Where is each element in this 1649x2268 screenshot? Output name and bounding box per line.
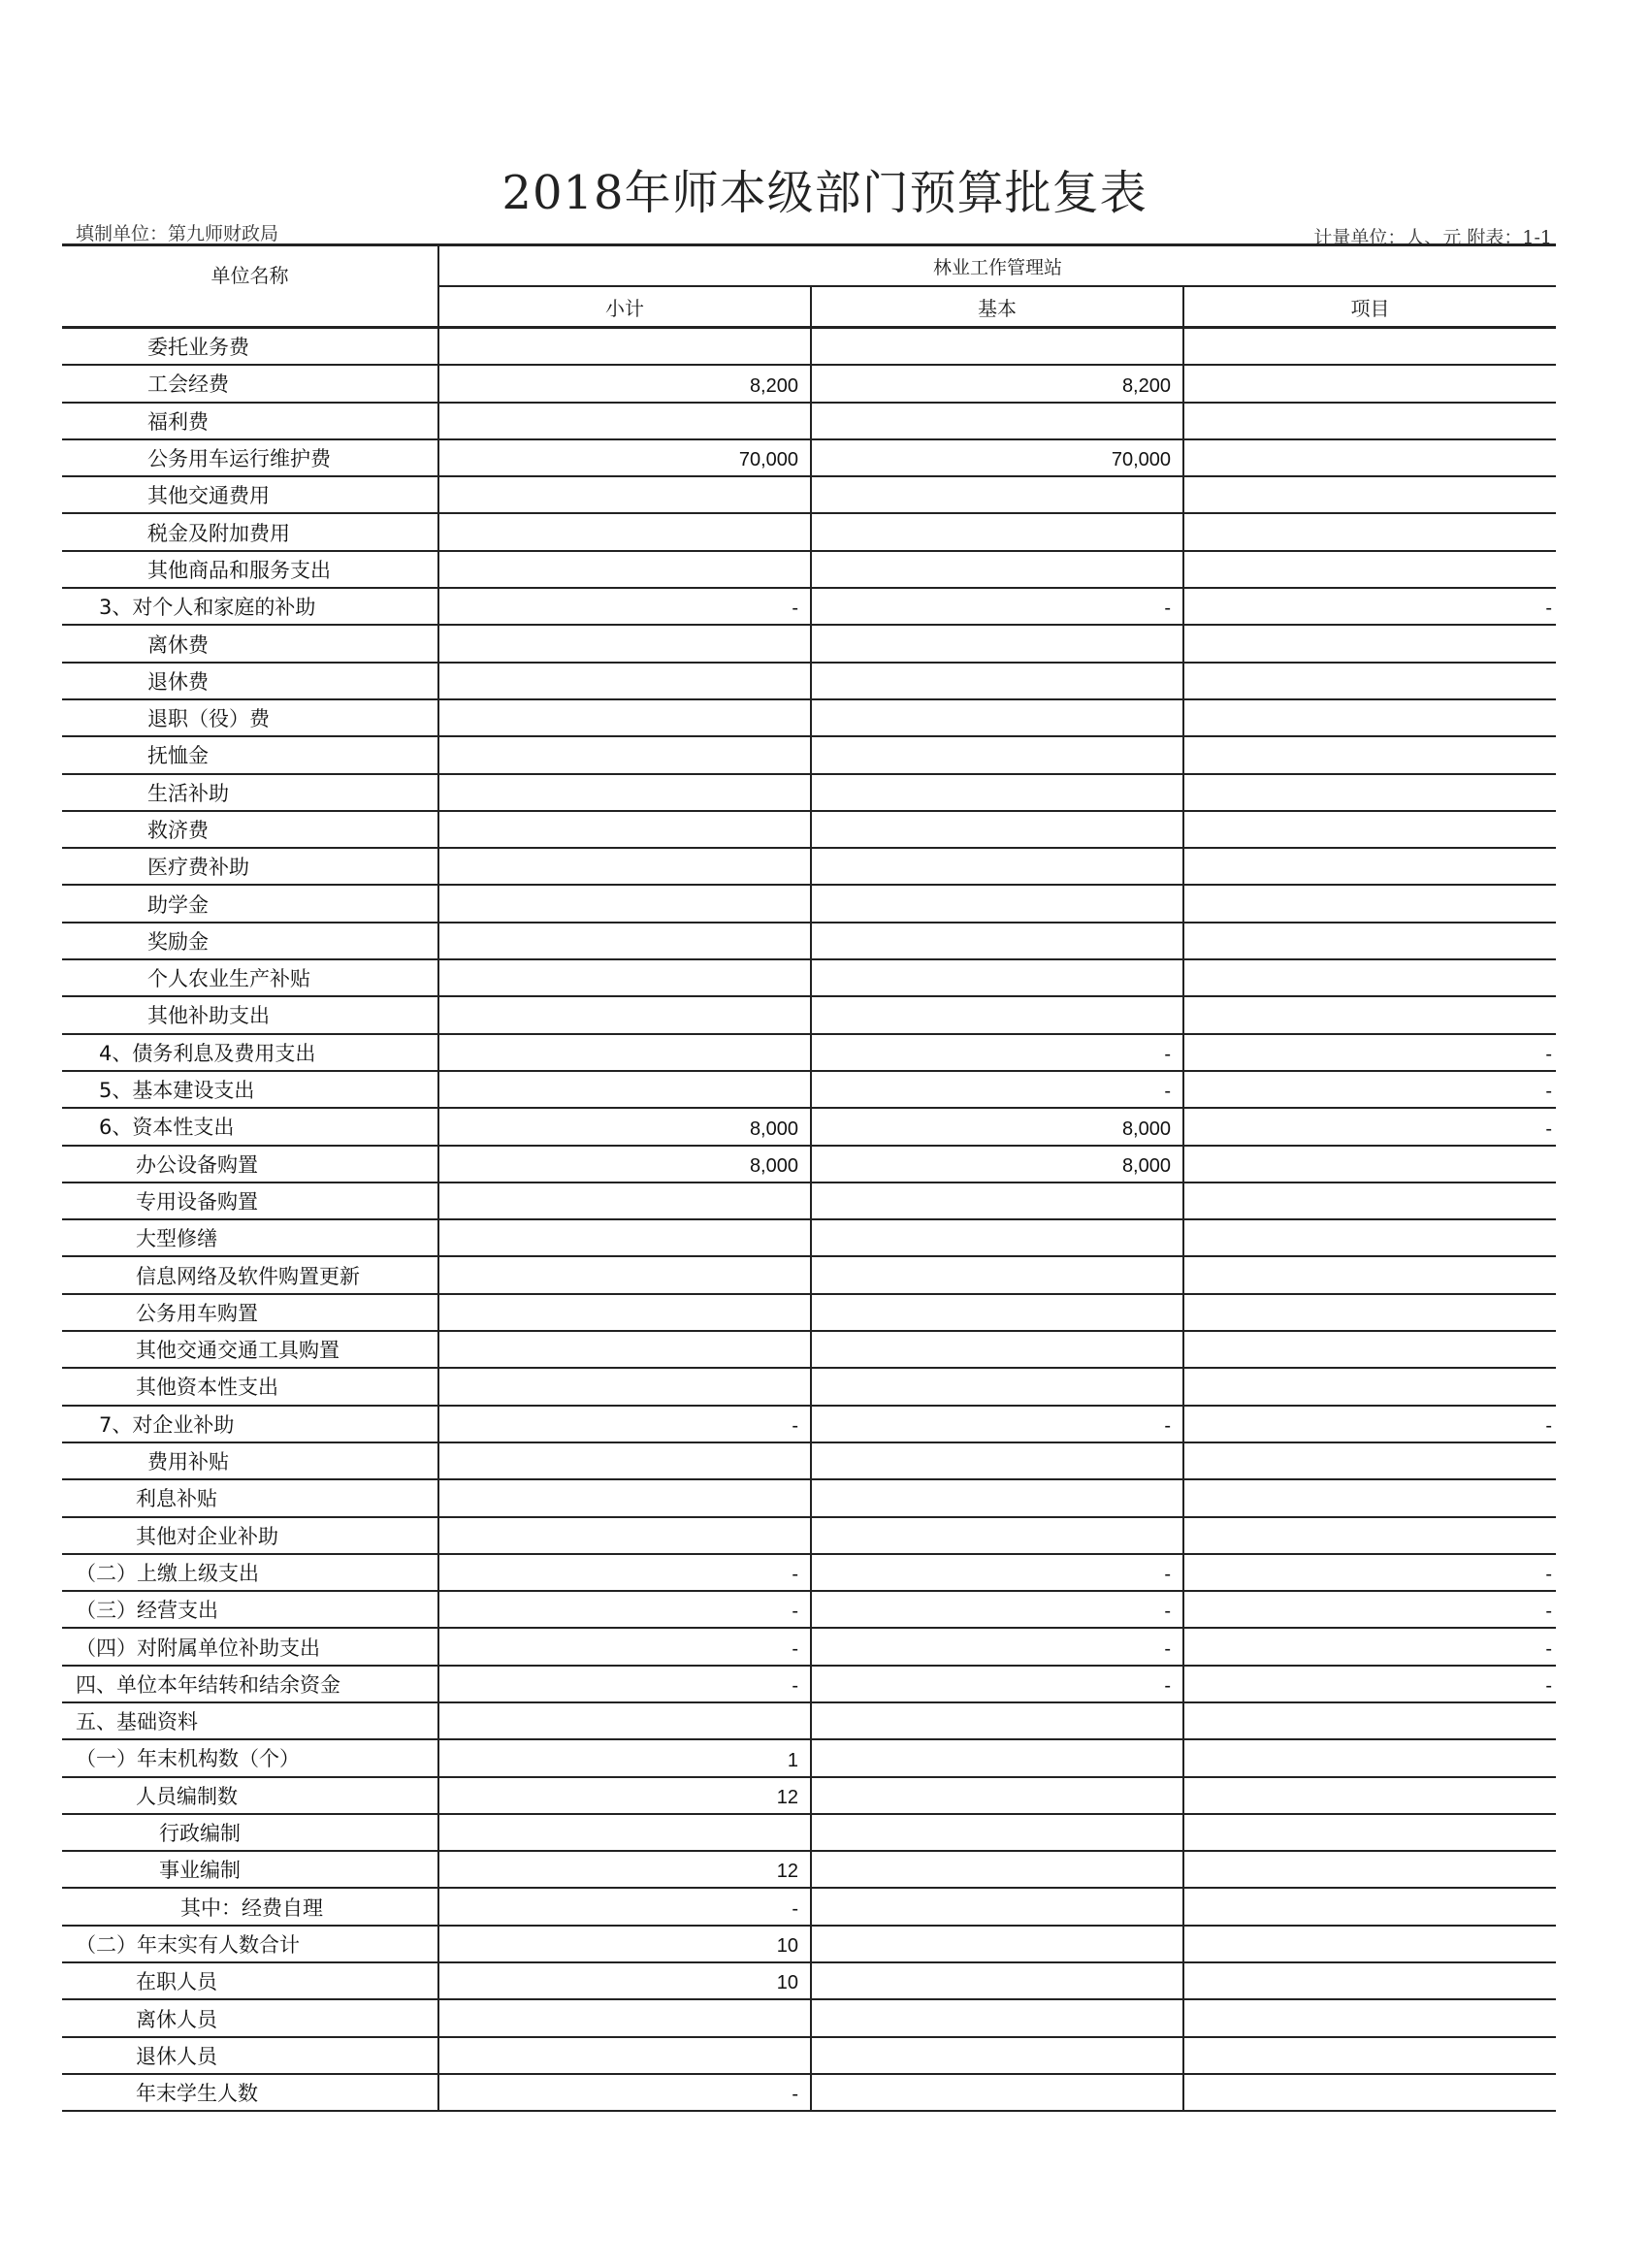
subtotal-cell: [439, 1332, 812, 1367]
unit-name-header: 单位名称: [62, 246, 439, 326]
project-cell: [1184, 664, 1556, 698]
project-cell: [1184, 1369, 1556, 1404]
table-body: [62, 329, 1556, 2112]
project-cell: [1184, 960, 1556, 995]
basic-cell: -: [812, 1407, 1184, 1442]
table-row: [62, 923, 1556, 960]
project-cell: [1184, 329, 1556, 364]
table-row: [62, 1740, 1556, 1777]
subtotal-cell: [439, 329, 812, 364]
project-cell: [1184, 1295, 1556, 1330]
row-label: 5、基本建设支出: [62, 1072, 439, 1107]
row-label: 在职人员: [62, 1963, 439, 1998]
row-label: 其他资本性支出: [62, 1369, 439, 1404]
table-row: [62, 1629, 1556, 1666]
project-cell: [1184, 477, 1556, 512]
basic-cell: [812, 1369, 1184, 1404]
table-row: [62, 404, 1556, 440]
subtotal-cell: [439, 1518, 812, 1553]
project-cell: [1184, 2075, 1556, 2110]
basic-cell: [812, 1927, 1184, 1961]
row-label: 离休人员: [62, 2000, 439, 2035]
row-label: 其他补助支出: [62, 997, 439, 1032]
row-label: 助学金: [62, 886, 439, 921]
basic-cell: [812, 626, 1184, 661]
basic-cell: -: [812, 1629, 1184, 1664]
subtotal-cell: 70,000: [439, 440, 812, 475]
basic-header: 基本: [812, 287, 1184, 326]
subtotal-cell: [439, 404, 812, 438]
row-label: 费用补贴: [62, 1443, 439, 1478]
basic-cell: [812, 2000, 1184, 2035]
project-header: 项目: [1350, 296, 1390, 320]
basic-cell: 8,000: [812, 1109, 1184, 1144]
budget-table: [62, 243, 1556, 2112]
row-label: （一）年末机构数（个）: [62, 1740, 439, 1775]
row-label: 办公设备购置: [62, 1147, 439, 1182]
table-row: [62, 552, 1556, 589]
table-header: [62, 246, 1556, 329]
subtotal-cell: [439, 1072, 812, 1107]
row-label: 公务用车购置: [62, 1295, 439, 1330]
unit-note: 计量单位：人、元 附表：1-1: [1313, 227, 1552, 248]
project-cell: [1184, 849, 1556, 884]
project-cell: [1184, 366, 1556, 401]
row-label: 其他对企业补助: [62, 1518, 439, 1553]
table-row: [62, 1035, 1556, 1072]
project-cell: [1184, 1703, 1556, 1738]
subtotal-cell: [439, 737, 812, 772]
table-row: [62, 2000, 1556, 2037]
project-cell: [1184, 1257, 1556, 1292]
row-label: 退休费: [62, 664, 439, 698]
project-cell: [1184, 514, 1556, 549]
row-label: 行政编制: [62, 1815, 439, 1850]
project-cell: -: [1545, 1637, 1552, 1660]
table-row: [62, 1407, 1556, 1443]
project-cell: -: [1545, 1674, 1552, 1697]
basic-cell: [812, 2075, 1184, 2110]
subtotal-cell: -: [439, 2075, 812, 2110]
table-row: [62, 1852, 1556, 1889]
subtotal-cell: 12: [439, 1778, 812, 1813]
basic-cell: [812, 1963, 1184, 1998]
basic-cell: [812, 1183, 1184, 1218]
basic-cell: [812, 700, 1184, 735]
subtotal-cell: -: [439, 1889, 812, 1924]
basic-cell: [812, 960, 1184, 995]
row-label: 其他交通交通工具购置: [62, 1332, 439, 1367]
basic-cell: 8,200: [812, 366, 1184, 401]
row-label: 信息网络及软件购置更新: [62, 1257, 439, 1292]
subtotal-cell: 8,000: [439, 1147, 812, 1182]
table-row: [62, 2075, 1556, 2112]
row-label: 退休人员: [62, 2038, 439, 2073]
basic-cell: [812, 1257, 1184, 1292]
project-cell: [1184, 1443, 1556, 1478]
row-label: 4、债务利息及费用支出: [62, 1035, 439, 1070]
project-cell: [1184, 1480, 1556, 1515]
row-label: 五、基础资料: [62, 1703, 439, 1738]
basic-cell: [812, 552, 1184, 587]
subtotal-cell: [439, 1257, 812, 1292]
row-label: 7、对企业补助: [62, 1407, 439, 1442]
row-label: （三）经营支出: [62, 1592, 439, 1627]
basic-cell: -: [812, 589, 1184, 624]
subtotal-cell: [439, 1369, 812, 1404]
table-row: [62, 1480, 1556, 1517]
basic-cell: [812, 1220, 1184, 1255]
project-cell: [1184, 1889, 1556, 1924]
project-cell: -: [1545, 1043, 1552, 1065]
basic-cell: [812, 886, 1184, 921]
project-cell: [1184, 1332, 1556, 1367]
table-row: [62, 477, 1556, 514]
basic-cell: -: [812, 1035, 1184, 1070]
table-row: [62, 1183, 1556, 1220]
project-cell: [1184, 1963, 1556, 1998]
table-row: [62, 700, 1556, 737]
table-row: [62, 1147, 1556, 1183]
project-cell: [1184, 552, 1556, 587]
table-row: [62, 664, 1556, 700]
subtotal-cell: -: [439, 1555, 812, 1590]
basic-cell: [812, 329, 1184, 364]
subtotal-cell: 12: [439, 1852, 812, 1887]
group-header: 林业工作管理站: [439, 246, 1556, 287]
subtotal-cell: [439, 2000, 812, 2035]
project-cell: [1184, 1220, 1556, 1255]
row-label: 四、单位本年结转和结余资金: [62, 1667, 439, 1701]
filler-unit: 填制单位：第九师财政局: [76, 223, 279, 244]
table-row: [62, 440, 1556, 477]
row-label: 奖励金: [62, 923, 439, 958]
row-label: 离休费: [62, 626, 439, 661]
subtotal-cell: [439, 849, 812, 884]
basic-cell: 70,000: [812, 440, 1184, 475]
project-cell: -: [1545, 1564, 1552, 1586]
table-row: [62, 1667, 1556, 1703]
table-row: [62, 1592, 1556, 1629]
project-cell: [1184, 2000, 1556, 2035]
table-row: [62, 812, 1556, 849]
basic-cell: [812, 664, 1184, 698]
table-row: [62, 1369, 1556, 1406]
basic-cell: -: [812, 1592, 1184, 1627]
row-label: 生活补助: [62, 775, 439, 810]
page-title: 2018年师本级部门预算批复表: [501, 166, 1148, 220]
subtotal-cell: [439, 626, 812, 661]
project-cell: -: [1545, 1601, 1552, 1623]
subtotal-cell: -: [439, 1667, 812, 1701]
table-row: [62, 366, 1556, 403]
project-cell: [1184, 1740, 1556, 1775]
row-label: 利息补贴: [62, 1480, 439, 1515]
subtotal-cell: [439, 886, 812, 921]
basic-cell: [812, 775, 1184, 810]
project-cell: [1184, 923, 1556, 958]
table-row: [62, 1927, 1556, 1963]
table-row: [62, 849, 1556, 886]
row-label: 大型修缮: [62, 1220, 439, 1255]
project-cell: [1184, 737, 1556, 772]
table-row: [62, 589, 1556, 626]
project-cell: [1184, 404, 1556, 438]
subtotal-cell: -: [439, 589, 812, 624]
table-row: [62, 1815, 1556, 1852]
basic-cell: [812, 1778, 1184, 1813]
project-cell: [1184, 2038, 1556, 2073]
basic-cell: [812, 514, 1184, 549]
project-cell: [1184, 1927, 1556, 1961]
subtotal-cell: [439, 1443, 812, 1478]
row-label: （四）对附属单位补助支出: [62, 1629, 439, 1664]
project-cell: [1184, 1518, 1556, 1553]
row-label: 救济费: [62, 812, 439, 847]
subtotal-cell: [439, 552, 812, 587]
basic-cell: -: [812, 1072, 1184, 1107]
project-cell: [1184, 1147, 1556, 1182]
basic-cell: [812, 849, 1184, 884]
subtotal-header: 小计: [439, 287, 812, 326]
basic-cell: -: [812, 1667, 1184, 1701]
subtotal-cell: [439, 1703, 812, 1738]
project-cell: [1184, 997, 1556, 1032]
project-cell: -: [1545, 598, 1552, 620]
table-row: [62, 1703, 1556, 1740]
table-row: [62, 2038, 1556, 2075]
subtotal-cell: [439, 700, 812, 735]
table-row: [62, 329, 1556, 366]
table-row: [62, 737, 1556, 774]
subtotal-cell: [439, 2038, 812, 2073]
basic-cell: [812, 737, 1184, 772]
row-label: 个人农业生产补贴: [62, 960, 439, 995]
basic-cell: [812, 997, 1184, 1032]
project-cell: [1184, 1778, 1556, 1813]
subtotal-cell: [439, 997, 812, 1032]
table-row: [62, 775, 1556, 812]
row-label: 3、对个人和家庭的补助: [62, 589, 439, 624]
basic-cell: [812, 1852, 1184, 1887]
project-cell: [1184, 440, 1556, 475]
basic-cell: -: [812, 1555, 1184, 1590]
basic-cell: [812, 1889, 1184, 1924]
subtotal-cell: -: [439, 1407, 812, 1442]
row-label: 退职（役）费: [62, 700, 439, 735]
subtotal-cell: [439, 1815, 812, 1850]
basic-cell: [812, 404, 1184, 438]
table-row: [62, 1332, 1556, 1369]
row-label: 委托业务费: [62, 329, 439, 364]
subtotal-cell: [439, 477, 812, 512]
basic-cell: [812, 1518, 1184, 1553]
table-row: [62, 997, 1556, 1034]
project-cell: [1184, 700, 1556, 735]
row-label: 人员编制数: [62, 1778, 439, 1813]
row-label: 工会经费: [62, 366, 439, 401]
project-cell: [1184, 1815, 1556, 1850]
table-row: [62, 1109, 1556, 1146]
subtotal-cell: 8,200: [439, 366, 812, 401]
row-label: 其他商品和服务支出: [62, 552, 439, 587]
subtotal-cell: 8,000: [439, 1109, 812, 1144]
table-row: [62, 1257, 1556, 1294]
subtotal-cell: [439, 1035, 812, 1070]
project-cell: [1184, 775, 1556, 810]
basic-cell: [812, 1703, 1184, 1738]
row-label: （二）年末实有人数合计: [62, 1927, 439, 1961]
project-cell: -: [1545, 1414, 1552, 1437]
subtotal-cell: 1: [439, 1740, 812, 1775]
row-label: 6、资本性支出: [62, 1109, 439, 1144]
row-label: 专用设备购置: [62, 1183, 439, 1218]
subtotal-cell: [439, 514, 812, 549]
table-row: [62, 1220, 1556, 1257]
subtotal-cell: 10: [439, 1927, 812, 1961]
row-label: 事业编制: [62, 1852, 439, 1887]
subtotal-cell: [439, 923, 812, 958]
project-cell: -: [1545, 1081, 1552, 1103]
row-label: 医疗费补助: [62, 849, 439, 884]
table-row: [62, 1295, 1556, 1332]
subtotal-cell: [439, 1295, 812, 1330]
basic-cell: [812, 1295, 1184, 1330]
subtotal-cell: [439, 1220, 812, 1255]
project-cell: [1184, 812, 1556, 847]
row-label: （二）上缴上级支出: [62, 1555, 439, 1590]
row-label: 抚恤金: [62, 737, 439, 772]
subtotal-cell: 10: [439, 1963, 812, 1998]
table-row: [62, 1518, 1556, 1555]
basic-cell: [812, 1332, 1184, 1367]
subtotal-cell: [439, 1480, 812, 1515]
table-row: [62, 1963, 1556, 2000]
table-row: [62, 886, 1556, 923]
basic-cell: [812, 812, 1184, 847]
basic-cell: [812, 1815, 1184, 1850]
table-row: [62, 1443, 1556, 1480]
row-label: 税金及附加费用: [62, 514, 439, 549]
table-row: [62, 1778, 1556, 1815]
project-cell: -: [1545, 1118, 1552, 1140]
table-row: [62, 1555, 1556, 1592]
subtotal-cell: [439, 775, 812, 810]
row-label: 公务用车运行维护费: [62, 440, 439, 475]
subtotal-cell: [439, 960, 812, 995]
basic-cell: [812, 2038, 1184, 2073]
row-label: 福利费: [62, 404, 439, 438]
table-row: [62, 626, 1556, 663]
row-label: 其中：经费自理: [62, 1889, 439, 1924]
subtotal-cell: -: [439, 1592, 812, 1627]
basic-cell: [812, 1480, 1184, 1515]
project-cell: [1184, 1183, 1556, 1218]
subtotal-cell: -: [439, 1629, 812, 1664]
project-cell: [1184, 886, 1556, 921]
row-label: 年末学生人数: [62, 2075, 439, 2110]
basic-cell: [812, 923, 1184, 958]
basic-cell: 8,000: [812, 1147, 1184, 1182]
basic-cell: [812, 1443, 1184, 1478]
row-label: 其他交通费用: [62, 477, 439, 512]
table-row: [62, 960, 1556, 997]
basic-cell: [812, 1740, 1184, 1775]
table-row: [62, 1072, 1556, 1109]
basic-cell: [812, 477, 1184, 512]
project-cell: [1184, 626, 1556, 661]
project-cell: [1184, 1852, 1556, 1887]
subtotal-cell: [439, 1183, 812, 1218]
subtotal-cell: [439, 664, 812, 698]
subtotal-cell: [439, 812, 812, 847]
table-row: [62, 514, 1556, 551]
table-row: [62, 1889, 1556, 1926]
